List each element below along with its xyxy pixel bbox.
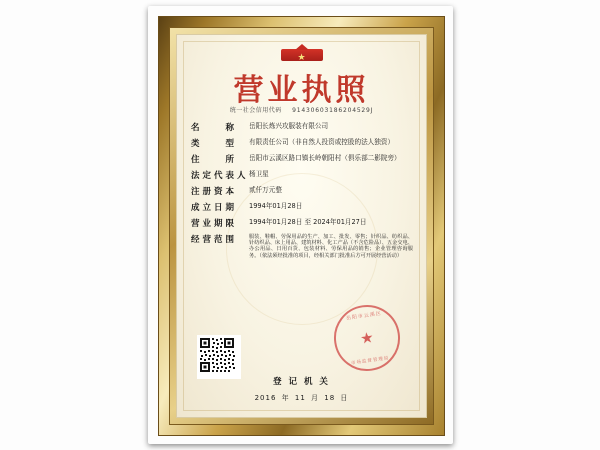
- issue-date: [177, 393, 426, 403]
- qr-code-icon: [197, 335, 241, 379]
- field-row-establish-date: [191, 201, 413, 214]
- national-emblem-icon: ★: [279, 45, 325, 65]
- field-label: 类 型: [191, 139, 238, 149]
- seal-top-text: 岳阳市云溪区: [345, 310, 383, 322]
- field-value: 1994年01月28日: [249, 202, 303, 210]
- field-value: 1994年01月28日 至 2024年01月27日: [249, 218, 367, 226]
- field-label: 经营范围: [191, 235, 238, 245]
- license-paper: [176, 34, 427, 418]
- field-value: 岳阳长炼兴攻服装有限公司: [249, 122, 329, 130]
- official-seal: [330, 301, 405, 376]
- field-row-registered-capital: [191, 185, 413, 198]
- credit-code: [177, 105, 426, 114]
- field-row-name: [191, 121, 413, 134]
- field-row-type: [191, 137, 413, 150]
- field-list: [191, 121, 413, 262]
- credit-code-label: 统一社会信用代码: [229, 107, 282, 114]
- issuer-label: 登 记 机 关: [273, 377, 330, 387]
- field-row-address: [191, 153, 413, 166]
- field-label: 法定代表人: [191, 171, 249, 181]
- field-value: 杨卫星: [249, 170, 269, 178]
- field-label: 住 所: [191, 155, 238, 165]
- field-label: 名 称: [191, 123, 238, 133]
- field-value: 岳阳市云溪区路口镇长岭朝阳村（俱乐部二影院旁）: [249, 154, 401, 162]
- field-label: 营业期限: [191, 219, 238, 229]
- issue-year-unit: 年: [281, 394, 290, 402]
- field-row-legal-representative: [191, 169, 413, 182]
- seal-bottom-text: 市场监督管理局: [350, 356, 390, 367]
- issue-month-unit: 月: [311, 394, 320, 402]
- field-label: 注册资本: [191, 187, 238, 197]
- issue-day: 18: [324, 394, 336, 402]
- field-value: 服装、鞋帽、劳保用品的生产、加工、批发、零售；针织品、纺织品、针纺织品、床上用品、建筑材料、化工产品（不含危险品）、五金交电、办公用品、日用百货、包装材料、劳保用品的销售；企业管理咨询服务。（依法须经批准的项目，经相关部门批准后方可开展经营活动）: [249, 234, 413, 259]
- field-row-business-scope: [191, 233, 413, 259]
- field-value: 贰仟万元整: [249, 186, 282, 194]
- field-label: 成立日期: [191, 203, 238, 213]
- field-row-business-term: [191, 217, 413, 230]
- page-title: 营业执照: [233, 73, 370, 108]
- field-value: 有限责任公司（非自然人投资或控股的法人独资）: [249, 138, 395, 146]
- credit-code-value: 91430603186204529J: [292, 107, 374, 114]
- issue-day-unit: 日: [340, 394, 349, 402]
- issue-month: 11: [294, 394, 306, 402]
- issue-year: 2016: [254, 394, 277, 402]
